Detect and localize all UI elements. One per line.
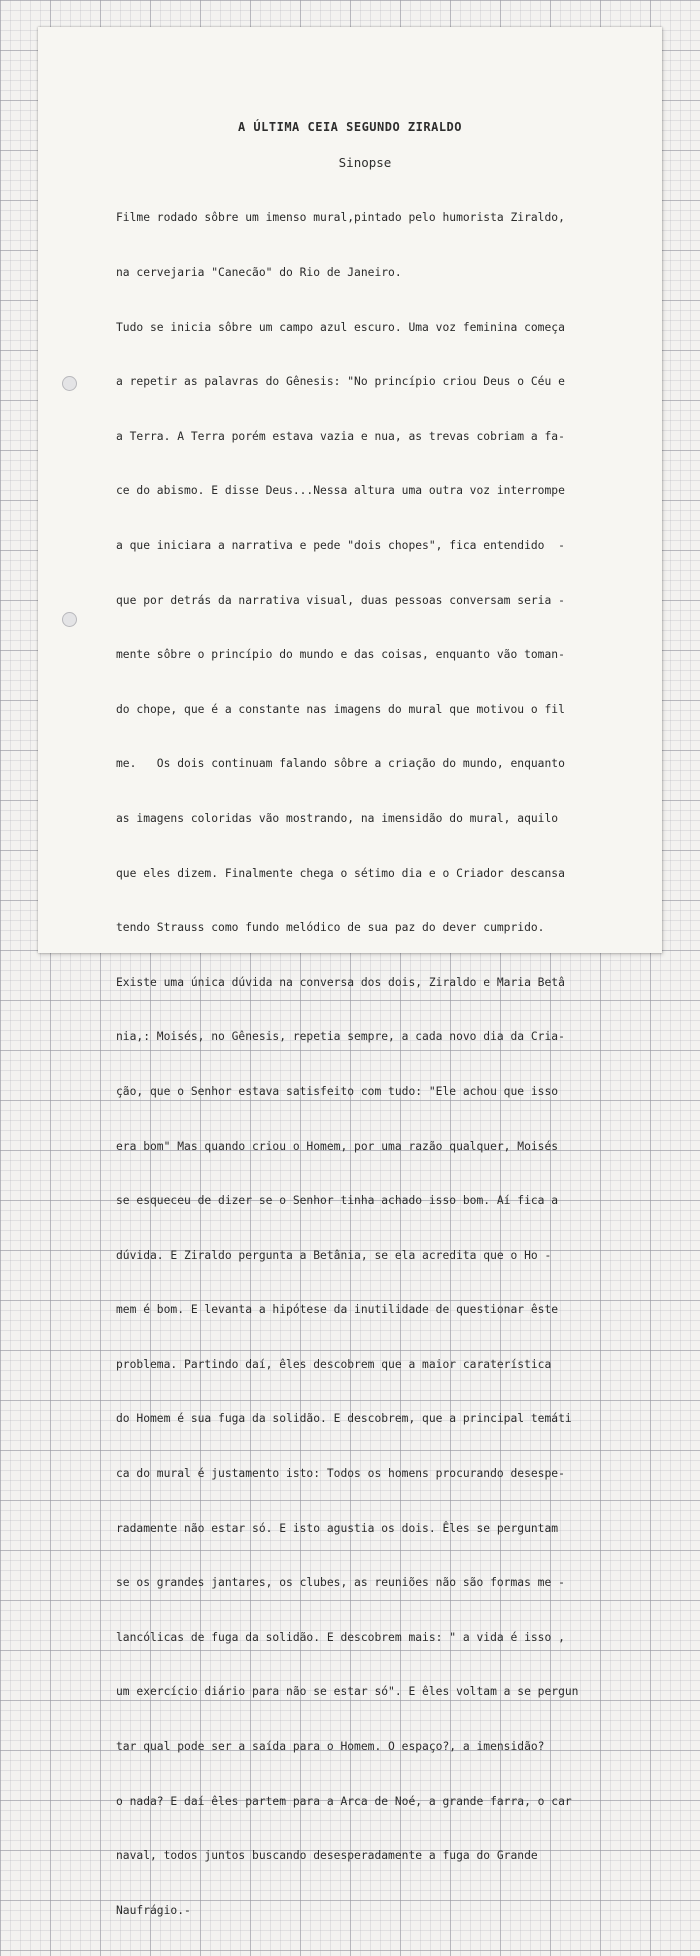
text-line: mem é bom. E levanta a hipótese da inutilidade de questionar êste	[116, 1303, 559, 1317]
text-line: lancólicas de fuga da solidão. E descobrem mais: " a vida é isso ,	[116, 1630, 565, 1644]
text-line: tar qual pode ser a saída para o Homem. O espaço?, a imensidão?	[116, 1740, 545, 1754]
text-line: a Terra. A Terra porém estava vazia e nua, as trevas cobriam a fa-	[116, 429, 565, 443]
punch-hole	[62, 376, 77, 391]
text-line: ce do abismo. E disse Deus...Nessa altura uma outra voz interrompe	[116, 484, 565, 498]
text-line: do Homem é sua fuga da solidão. E descobrem, que a principal temáti	[116, 1412, 572, 1426]
text-line: um exercício diário para não se estar só". E êles voltam a se pergun	[116, 1685, 579, 1699]
text-line: na cervejaria "Canecão" do Rio de Janeiro.	[116, 266, 402, 279]
text-line: Filme rodado sôbre um imenso mural,pintado pelo humorista Ziraldo,	[116, 211, 565, 225]
text-line: se os grandes jantares, os clubes, as reuniões não são formas me -	[116, 1576, 565, 1590]
text-line: ção, que o Senhor estava satisfeito com tudo: "Ele achou que isso	[116, 1084, 559, 1098]
text-line: dúvida. E Ziraldo pergunta a Betânia, se ela acredita que o Ho -	[116, 1248, 552, 1262]
synopsis-body	[116, 173, 636, 1956]
text-line: me. Os dois continuam falando sôbre a criação do mundo, enquanto	[116, 757, 565, 771]
text-line: Naufrágio.-	[116, 1903, 191, 1917]
document-subtitle: Sinopse	[338, 155, 392, 170]
text-line: Tudo se inicia sôbre um campo azul escuro. Uma voz feminina começa	[116, 320, 565, 334]
text-line: ca do mural é justamento isto: Todos os homens procurando desespe-	[116, 1467, 565, 1481]
punch-hole	[62, 612, 77, 627]
text-line: tendo Strauss como fundo melódico de sua paz do dever cumprido.	[116, 921, 545, 935]
text-line: que por detrás da narrativa visual, duas pessoas conversam seria -	[116, 593, 565, 607]
text-line: do chope, que é a constante nas imagens do mural que motivou o fil	[116, 702, 565, 716]
text-line: as imagens coloridas vão mostrando, na imensidão do mural, aquilo	[116, 811, 559, 825]
text-line: era bom" Mas quando criou o Homem, por uma razão qualquer, Moisés	[116, 1139, 559, 1153]
text-line: a que iniciara a narrativa e pede "dois chopes", fica entendido -	[116, 538, 565, 552]
text-line: radamente não estar só. E isto agustia os dois. Êles se perguntam	[116, 1521, 559, 1535]
text-line: se esqueceu de dizer se o Senhor tinha achado isso bom. Aí fica a	[116, 1194, 559, 1208]
text-line: mente sôbre o princípio do mundo e das coisas, enquanto vão toman-	[116, 648, 565, 662]
text-line: que eles dizem. Finalmente chega o sétimo dia e o Criador descansa	[116, 866, 565, 880]
text-line: nia,: Moisés, no Gênesis, repetia sempre, a cada novo dia da Cria-	[116, 1030, 565, 1044]
text-line: naval, todos juntos buscando desesperadamente a fuga do Grande	[116, 1849, 538, 1863]
text-line: Existe uma única dúvida na conversa dos dois, Ziraldo e Maria Betâ	[116, 975, 565, 989]
text-line: a repetir as palavras do Gênesis: "No princípio criou Deus o Céu e	[116, 375, 565, 389]
typewritten-page	[38, 27, 662, 1917]
document-title: A ÚLTIMA CEIA SEGUNDO ZIRALDO	[237, 120, 462, 134]
text-line: o nada? E daí êles partem para a Arca de Noé, a grande farra, o car	[116, 1794, 572, 1808]
text-line: problema. Partindo daí, êles descobrem que a maior caraterística	[116, 1357, 552, 1371]
